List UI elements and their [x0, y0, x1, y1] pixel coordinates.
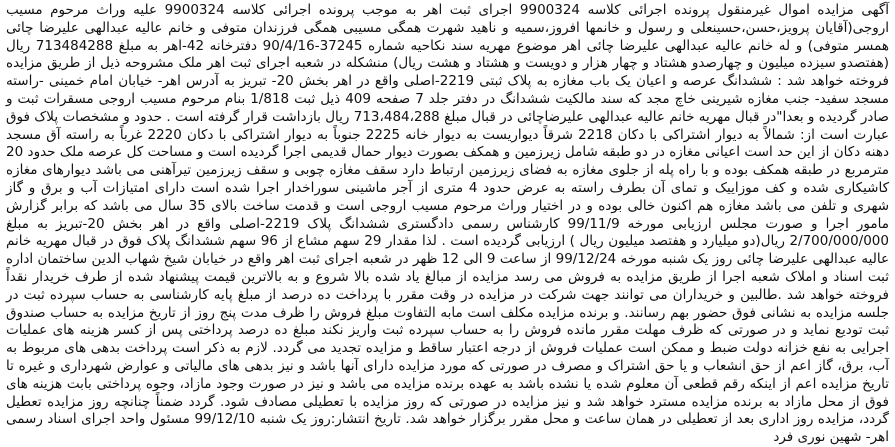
- notice-body-text: آگهی مزایده اموال غیرمنقول پرونده اجرائی کلاسه 9900324 اجرای ثبت اهر به موجب پرونده اجرائی کلاسه 9900324 علیه وراث مرحوم مسیب اروجی(آقایان پرویز،حسن،حسینعلی و رسول و خانمها افروز،سمیه و ناهید شهرت همگی مسیبی همگی فرزندان متوفی و خانم عالیه عبدالهی علیرضا چائی همسر متوفی) و له خانم عالیه عبدالهی علیرضا چائی اهر موضوع مهریه سند نکاحیه شماره 37245-90/4/16 دفترخانه 42-اهر به مبلغ 713484288 ریال (هفتصدو سیزده میلیون و چهارصدو هشتاد و چهار هزار و دویست و هشتاد و هشت ریال) منشکله در شعبه اجرای ثبت اهر ملک مشروحه ذیل از طریق مزایده فروخته خواهد شد : ششدانگ عرصه و اعیان یک باب مغازه به پلاک ثبتی 2219-اصلی واقع در اهر بخش 20- تبریز به آدرس اهر- خیابان امام خمینی -راسته مسجد سفید- جنب مغازه شیرینی خاچ مجد که سند مالکیت ششدانگ در دفتر جلد 7 صفحه 409 ذیل ثبت 1/818 بنام مرحوم مسیب اروجی مسقرات ثبت و صادر گردیده و بعدا"در قبال مهریه خانم عالیه عبدالهی علیرضاچائی در قبال مبلغ 713،484،288 ریال بازداشت قرار گرفته است . حدود و مشخصات پلاک فوق عبارت است از: شمالاً به دیوار اشتراکی با دکان 2218 شرقاً دیواریست به دیوار خانه 2225 جنوباً به دیوار اشتراکی با دکان 2220 غرباً به راسته آق مسجد دهنه دکان از این حد است اعیانی مغازه در دو طبقه شامل زیرزمین و همکف بصورت دیوار حمال قدیمی اجرا گردیده است و مساحت کل عرصه ملک حدود 20 مترمربع در طبقه همکف بوده و با راه پله از جلوی مغازه به فضای زیرزمین ارتباط دارد سقف مغازه چوبی و سقف زیرزمین تیرآهنی می باشد دیوارهای مغازه کاشیکاری شده و کف موزاییک و تمای آن بطرف راسته به عرض حدود 4 متری از آجر ماشینی سوراخدار اجرا شده است دارای امتیازات آب و برق و گاز شهری و تلفن می باشد مغازه هم اکنون خالی بوده و در اختیار وراث مرحوم مسیب اروجی است و قدمت ساخت بالای 35 سال می باشد که برابر گزارش مامور اجرا و صورت مجلس ارزیابی مورخه 99/11/9 کارشناس رسمی دادگستری ششدانگ پلاک 2219-اصلی واقع در اهر بخش 20-تبریز به مبلغ 2/700/000/000 ریال(دو میلیارد و هفتصد میلیون ریال ) ارزیابی گردیده است . لذا مقدار 29 سهم مشاع از 96 سهم ششدانگ پلاک فوق در قبال مهریه خانم عالیه عبدالهی علیرضا چائی روز یک شنبه مورخه 99/12/24 از ساعت 9 الی 12 ظهر در شعبه اجرای ثبت اهر واقع در خیابان شیخ شهاب الدین ساختمان اداره ثبت اسناد و املاک شعبه اجرا از طریق مزایده به فروش می رسد مزایده از مبالغ یاد شده بالا شروع و به بالاترین قیمت پیشنهاد شده از طرف خریدار نقداً فروخته خواهد شد .طالبین و خریداران می توانند جهت شرکت در مزایده در وقت مقرر با پرداخت ده درصد از مبلغ پایه کارشناسی به حساب سپرده ثبت در جلسه مزایده به نشانی فوق حضور بهم رسانند. و برنده مزایده مکلف است مابه التفاوت مبلغ فروش را ظرف مدت پنج روز از تاریخ مزایده به حساب صندوق ثبت تودیع نماید و در صورتی که ظرف مهلت مقرر مانده فروش را به حساب سپرده ثبت واریز نکند مبلغ ده درصد پرداختی پس از کسر هزینه های عملیات اجرایی به نفع خزانه دولت ضبط و ممکن است عملیات فروش از درجه اعتبار ساقط و مزایده تجدید می گردد. لازم به ذکر است پرداخت بدهی های مربوط به آب، برق، گاز اعم از حق انشعاب و یا حق اشتراک و مصرف در صورتی که مورد مزایده دارای آنها باشد و نیز بدهی های مالیاتی و عوارض شهرداری و غیره تا تاریخ مزایده اعم از اینکه رقم قطعی آن معلوم شده یا نشده باشد به عهده برنده مزایده می باشد و نیز در صورت وجود مازاد، وجوه پرداختی بابت هزینه های فوق از محل مازاد به برنده مزایده مسترد خواهد شد و نیز مزایده در صورتی که روز مزایده با تعطیلی مصادف شود. گردد ضمناً چنانچه روز مزایده تعطیل گردد، مزایده روز اداری بعد از تعطیلی در همان ساعت و محل مقرر برگزار خواهد شد. تاریخ انتشار:روز یک شنبه 99/12/10 مسئول واحد اجرای اسناد رسمی اهر- شهین نوری فرد: [6, 2, 890, 446]
- auction-notice-document: [6, 2, 890, 446]
